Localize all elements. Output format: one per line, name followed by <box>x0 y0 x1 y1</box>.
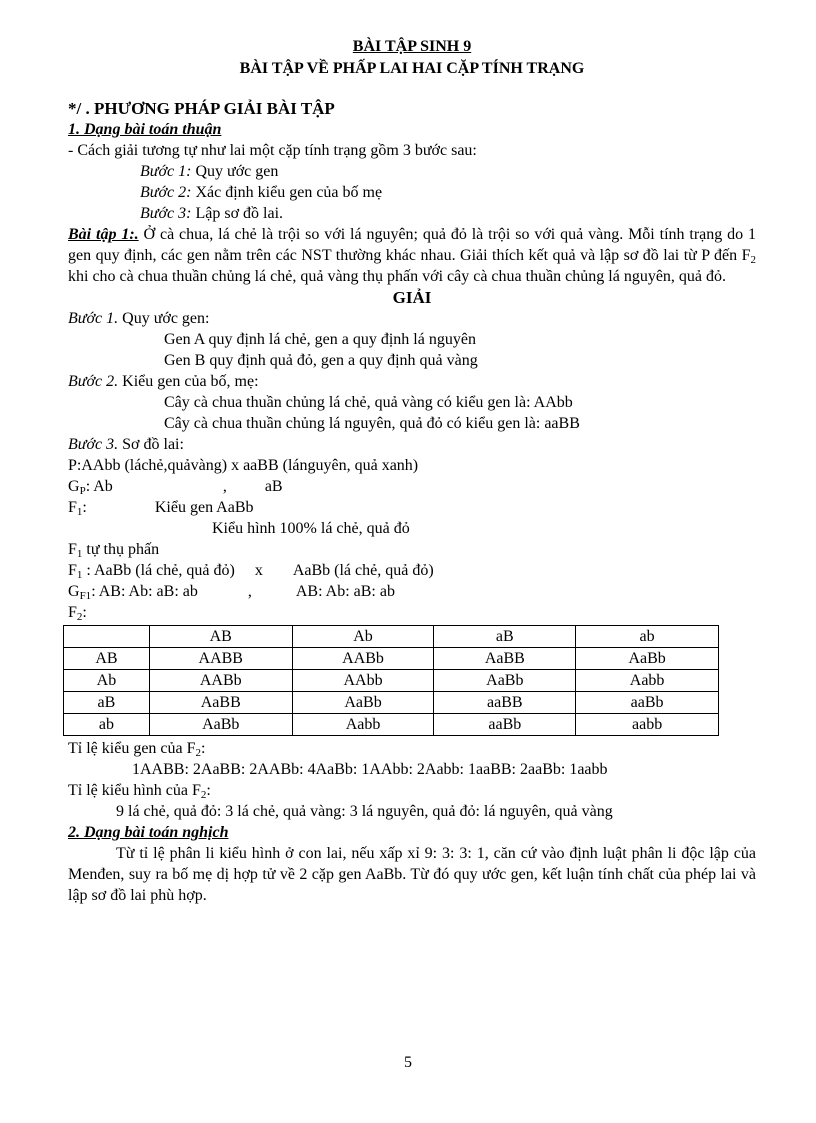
gene-a-definition: Gen A quy định lá chẻ, gen a quy định lá nguyên <box>164 331 476 348</box>
gene-b-definition: Gen B quy định quả đỏ, gen a quy định quả vàng <box>164 352 478 369</box>
table-row <box>64 692 719 714</box>
f2-label: $F_2$: <box>68 604 87 623</box>
table-cell: aaBb <box>576 692 719 714</box>
f1-genotype-line: $F_1$: Kiểu gen AaBb <box>68 499 254 518</box>
table-cell: AaBB <box>434 648 576 670</box>
table-cell: Ab <box>64 670 150 692</box>
table-header-row <box>64 626 719 648</box>
table-cell: aabb <box>576 714 719 736</box>
document-title: BÀI TẬP SINH 9 <box>352 38 472 55</box>
parent-2-genotype: Cây cà chua thuần chủng lá nguyên, quả đỏ có kiểu gen là: aaBB <box>164 415 580 432</box>
table-cell: aB <box>64 692 150 714</box>
subsection-heading-forward: 1. Dạng bài toán thuận <box>68 121 222 138</box>
page-content <box>68 36 756 906</box>
f1-phenotype-line: Kiểu hình 100% lá chẻ, quả đỏ <box>212 520 410 537</box>
table-cell: aaBb <box>434 714 576 736</box>
exercise-label: Bài tập 1:. <box>68 226 139 243</box>
genotype-ratio-label: Tỉ lệ kiểu gen của $F_2$: <box>68 740 206 759</box>
method-step-1: Bước 1: Quy ước gen <box>140 163 279 180</box>
table-header-cell: aB <box>434 626 576 648</box>
punnett-square <box>63 625 719 736</box>
method-step-2: Bước 2: Xác định kiểu gen của bố mẹ <box>140 184 383 201</box>
table-cell: AB <box>64 648 150 670</box>
table-cell: AABB <box>149 648 292 670</box>
parent-1-genotype: Cây cà chua thuần chủng lá chẻ, quả vàng có kiểu gen là: AAbb <box>164 394 573 411</box>
table-row <box>64 670 719 692</box>
solution-step-1: Bước 1. Quy ước gen: <box>68 310 210 327</box>
p-cross-line: P:AAbb (láchẻ,quảvàng) x aaBB (lánguyên, quả xanh) <box>68 457 419 474</box>
table-cell: AABb <box>292 648 434 670</box>
method-step-3: Bước 3: Lập sơ đồ lai. <box>140 205 284 222</box>
table-cell: AAbb <box>292 670 434 692</box>
method-intro: - Cách giải tương tự như lai một cặp tính trạng gồm 3 bước sau: <box>68 142 477 159</box>
table-cell: AaBb <box>149 714 292 736</box>
section-heading-method: */ . PHƯƠNG PHÁP GIẢI BÀI TẬP <box>68 99 335 118</box>
table-row <box>64 714 719 736</box>
page-number: 5 <box>404 1054 412 1071</box>
genotype-ratio-value: 1AABB: 2AaBB: 2AABb: 4AaBb: 1AAbb: 2Aabb: 1aaBB: 2aaBb: 1aabb <box>132 761 608 778</box>
solution-heading: GIẢI <box>392 288 432 307</box>
table-cell: Aabb <box>292 714 434 736</box>
gf1-gametes-line: $G_{F1}$: AB: Ab: aB: ab , AB: Ab: aB: ab <box>68 583 395 602</box>
table-cell: AaBb <box>292 692 434 714</box>
gp-gametes-line: $G_P$: Ab , aB <box>68 478 283 497</box>
table-header-cell <box>64 626 150 648</box>
document-subtitle: BÀI TẬP VỀ PHẤP LAI HAI CẶP TÍNH TRẠNG <box>239 60 585 77</box>
phenotype-ratio-value: 9 lá chẻ, quả đỏ: 3 lá chẻ, quả vàng: 3 lá nguyên, quả đỏ: lá nguyên, quả vàng <box>116 803 613 820</box>
table-cell: Aabb <box>576 670 719 692</box>
table-header-cell: Ab <box>292 626 434 648</box>
table-header-cell: AB <box>149 626 292 648</box>
table-row <box>64 648 719 670</box>
f1-self-pollination: $F_1$ tự thụ phấn <box>68 541 160 560</box>
f1-cross-line: $F_1$ : AaBb (lá chẻ, quả đỏ) x AaBb (lá chẻ, quả đỏ) <box>68 562 434 581</box>
solution-step-2: Bước 2. Kiểu gen của bố, mẹ: <box>68 373 259 390</box>
phenotype-ratio-label: Tỉ lệ kiểu hình của $F_2$: <box>68 782 211 801</box>
table-cell: ab <box>64 714 150 736</box>
table-cell: AaBb <box>576 648 719 670</box>
solution-step-3: Bước 3. Sơ đồ lai: <box>68 436 184 453</box>
table-header-cell: ab <box>576 626 719 648</box>
table-cell: AaBB <box>149 692 292 714</box>
table-cell: aaBB <box>434 692 576 714</box>
exercise-1-statement: Bài tập 1:. Ở cà chua, lá chẻ là trội so với lá nguyên; quả đỏ là trội so với quả vàng. Mỗi tính trạng do 1 gen quy định, các gen nằm trên các NST thường khác nhau. Giải thích kết quả và lập sơ đồ lai từ P đến $F_2$ khi cho cà chua thuần chủng lá chẻ, quả vàng thụ phấn với cây cà chua thuần chủng lá nguyên, quả đỏ. <box>68 226 757 285</box>
reverse-method-paragraph: Từ tỉ lệ phân li kiểu hình ở con lai, nếu xấp xỉ 9: 3: 3: 1, căn cứ vào định luật phân li độc lập của Menđen, suy ra bố mẹ dị hợp tử về 2 cặp gen AaBb. Từ đó quy ước gen, kết luận tính chất của phép lai và lập sơ đồ lai phù hợp. <box>68 845 756 904</box>
table-cell: AABb <box>149 670 292 692</box>
table-cell: AaBb <box>434 670 576 692</box>
subsection-heading-reverse: 2. Dạng bài toán nghịch <box>68 824 229 841</box>
